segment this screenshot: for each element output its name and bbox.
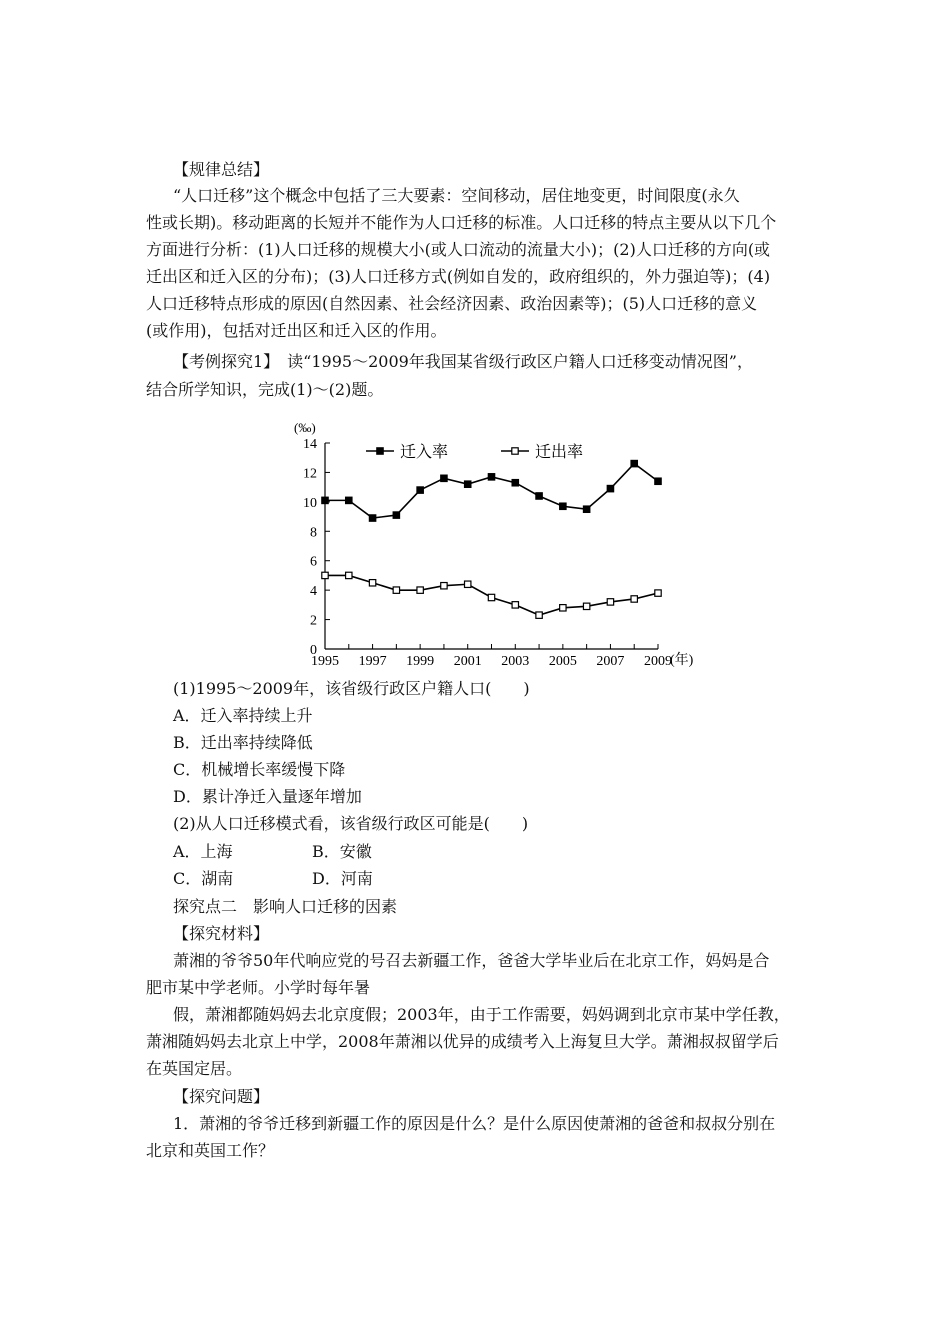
section-heading-summary: 【规律总结】 <box>173 160 270 179</box>
x-axis-unit-label: (年) <box>670 653 694 668</box>
section-2-title: 探究点二 影响人口迁移的因素 <box>173 897 398 916</box>
data-point <box>512 602 518 608</box>
data-point <box>441 583 447 589</box>
x-tick-label: 2007 <box>596 654 625 669</box>
data-point <box>322 572 328 578</box>
data-point <box>417 487 423 493</box>
data-point <box>536 612 542 618</box>
question-1-stem: (1)1995～2009年，该省级行政区户籍人口( ) <box>173 679 530 698</box>
paragraph-line: 肥市某中学老师。小学时每年暑 <box>146 978 371 997</box>
example-intro-cont: 结合所学知识，完成(1)～(2)题。 <box>146 380 384 399</box>
x-tick-label: 1999 <box>406 654 435 669</box>
data-point <box>560 605 566 611</box>
data-point <box>369 580 375 586</box>
data-point <box>512 480 518 486</box>
paragraph-line: 方面进行分析：(1)人口迁移的规模大小(或人口流动的流量大小)；(2)人口迁移的方向(或 <box>146 240 771 259</box>
data-point <box>607 485 613 491</box>
paragraph-line: 萧湘随妈妈去北京上中学，2008年萧湘以优异的成绩考入上海复旦大学。萧湘叔叔留学后 <box>146 1032 779 1051</box>
legend-marker <box>512 448 518 454</box>
x-tick-label: 1995 <box>311 654 339 669</box>
data-point <box>655 478 661 484</box>
data-point <box>583 506 589 512</box>
data-point <box>441 475 447 481</box>
q2-option-a: A．上海 <box>173 842 233 861</box>
data-point <box>583 603 589 609</box>
data-point <box>655 590 661 596</box>
migration-line-chart <box>280 410 720 676</box>
data-point <box>465 481 471 487</box>
data-point <box>346 572 352 578</box>
q1-option-c: C．机械增长率缓慢下降 <box>173 760 346 779</box>
y-tick-label: 2 <box>310 613 317 629</box>
series-in-rate <box>322 460 661 521</box>
data-point <box>393 512 399 518</box>
x-tick-label: 1997 <box>358 654 387 669</box>
paragraph-line: (或作用)，包括对迁出区和迁入区的作用。 <box>146 321 447 340</box>
x-tick-label: 2005 <box>548 654 577 669</box>
paragraph-line: 性或长期)。移动距离的长短并不能作为人口迁移的标准。人口迁移的特点主要从以下几个 <box>146 213 777 232</box>
q1-option-d: D．累计净迁入量逐年增加 <box>173 787 362 806</box>
y-tick-label: 6 <box>310 554 317 570</box>
y-tick-label: 10 <box>303 495 317 511</box>
x-tick-label: 2001 <box>453 654 482 669</box>
paragraph-line: 萧湘的爷爷50年代响应党的号召去新疆工作，爸爸大学毕业后在北京工作，妈妈是合 <box>173 951 770 970</box>
data-point <box>369 515 375 521</box>
paragraph-line: 1．萧湘的爷爷迁移到新疆工作的原因是什么？是什么原因使萧湘的爸爸和叔叔分别在 <box>173 1114 776 1133</box>
q1-option-b: B．迁出率持续降低 <box>173 733 313 752</box>
paragraph-line: 人口迁移特点形成的原因(自然因素、社会经济因素、政治因素等)；(5)人口迁移的意义 <box>146 294 758 313</box>
paragraph-line: 迁出区和迁入区的分布)；(3)人口迁移方式(例如自发的，政府组织的，外力强迫等)；(4) <box>146 267 771 286</box>
data-point <box>488 474 494 480</box>
y-tick-label: 0 <box>310 643 317 658</box>
x-tick-label: 2009 <box>644 654 672 669</box>
example-intro: 【考例探究1】 读“1995～2009年我国某省级行政区户籍人口迁移变动情况图”， <box>173 352 753 371</box>
y-tick-label: 14 <box>303 437 317 452</box>
data-point <box>536 493 542 499</box>
q2-option-d: D．河南 <box>312 869 373 888</box>
legend-label: 迁入率 <box>400 444 449 461</box>
paragraph-line: 在英国定居。 <box>146 1059 243 1078</box>
data-point <box>465 581 471 587</box>
data-point <box>631 596 637 602</box>
paragraph-line: “人口迁移”这个概念中包括了三大要素：空间移动，居住地变更，时间限度(永久 <box>173 186 740 205</box>
legend-marker <box>377 448 383 454</box>
series-out-rate <box>322 572 661 618</box>
q2-option-b: B．安徽 <box>312 842 372 861</box>
data-point <box>631 460 637 466</box>
q2-option-c: C．湖南 <box>173 869 234 888</box>
paragraph-line: 北京和英国工作？ <box>146 1141 275 1160</box>
material-heading: 【探究材料】 <box>173 924 270 943</box>
data-point <box>607 599 613 605</box>
x-tick-label: 2003 <box>501 654 530 669</box>
y-tick-label: 12 <box>303 466 317 482</box>
data-point <box>488 594 494 600</box>
y-axis-unit-label: (‰) <box>294 420 316 435</box>
q1-option-a: A．迁入率持续上升 <box>173 706 313 725</box>
legend-label: 迁出率 <box>535 444 584 461</box>
y-tick-label: 4 <box>310 584 317 600</box>
y-tick-label: 8 <box>310 525 317 541</box>
question-2-stem: (2)从人口迁移模式看，该省级行政区可能是( ) <box>173 814 529 833</box>
data-point <box>560 503 566 509</box>
data-point <box>346 497 352 503</box>
paragraph-line: 假，萧湘都随妈妈去北京度假；2003年，由于工作需要，妈妈调到北京市某中学任教， <box>173 1005 790 1024</box>
data-point <box>393 587 399 593</box>
question-heading: 【探究问题】 <box>173 1087 270 1106</box>
data-point <box>417 587 423 593</box>
data-point <box>322 497 328 503</box>
